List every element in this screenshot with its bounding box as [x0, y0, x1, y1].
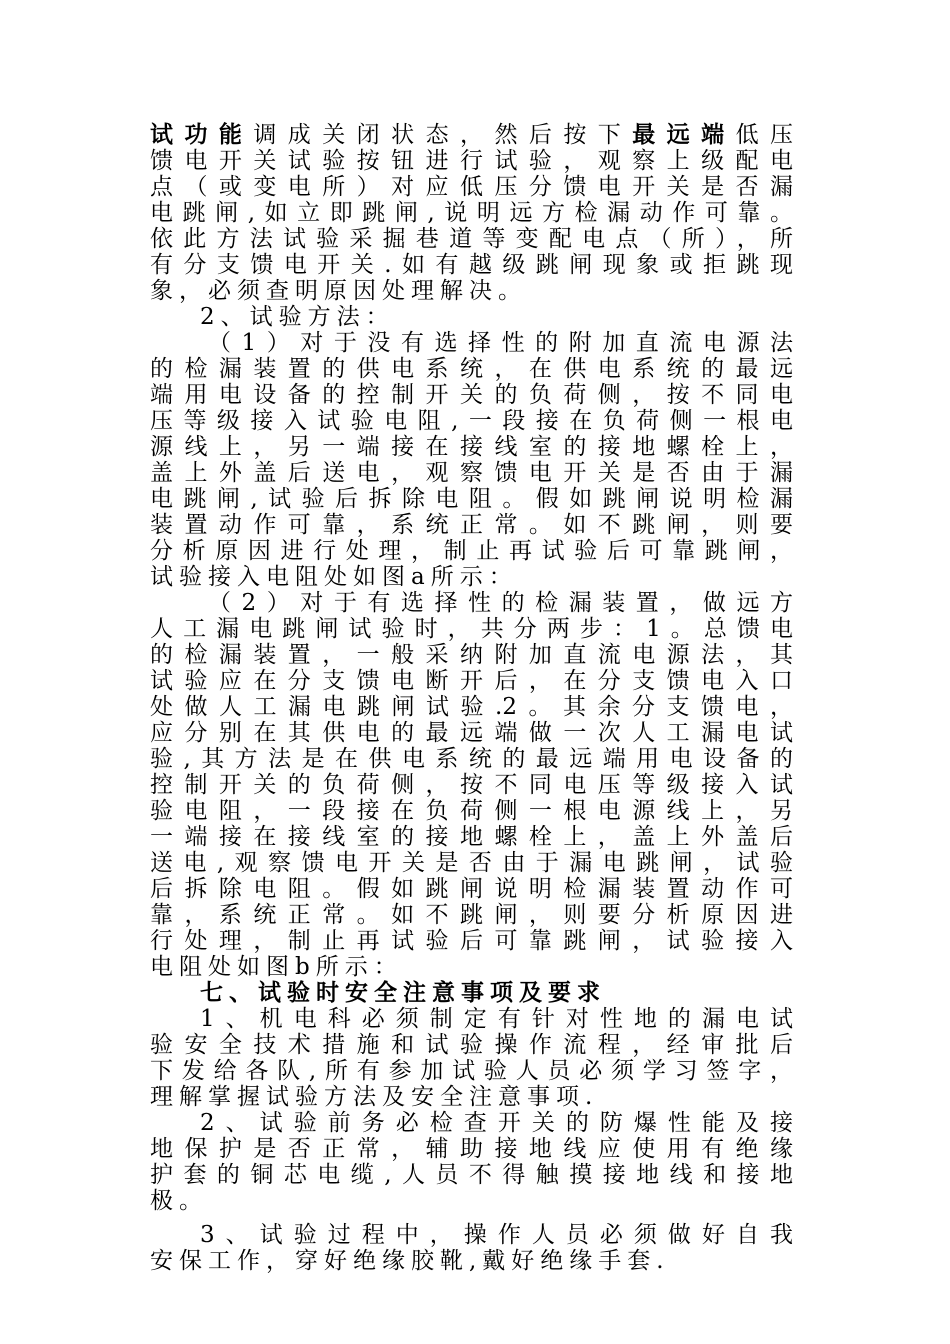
paragraph-method-1: [150, 330, 793, 590]
text-line: 的检漏装置，一般采纳附加直流电源法，其: [150, 642, 793, 668]
spacer: [150, 1214, 793, 1222]
text-line: 2、试验前务必检查开关的防爆性能及接: [200, 1110, 793, 1136]
paragraph-safety-3: [150, 1222, 793, 1274]
text-line: 地保护是否正常，辅助接地线应使用有绝缘: [150, 1136, 793, 1162]
text-line: 端用电设备的控制开关的负荷侧，按不同电: [150, 382, 793, 408]
text-line: 安保工作，穿好绝缘胶靴,戴好绝缘手套.: [150, 1248, 670, 1274]
text-line: 电跳闸,试验后拆除电阻。假如跳闸说明检漏: [150, 486, 793, 512]
text-line: 试验应在分支馈电断开后，在分支馈电入口: [150, 668, 793, 694]
paragraph-safety-2: [150, 1110, 793, 1214]
text-line: 验电阻，一段接在负荷侧一根电源线上，另: [150, 798, 793, 824]
text-line: 3、试验过程中，操作人员必须做好自我: [200, 1222, 793, 1248]
text-line: 行处理，制止再试验后可靠跳闸，试验接入: [150, 928, 793, 954]
text-line: 盖上外盖后送电，观察馈电开关是否由于漏: [150, 460, 793, 486]
text-line: 护套的铜芯电缆,人员不得触摸接地线和接地: [150, 1162, 793, 1188]
text-line: 有分支馈电开关.如有越级跳闸现象或拒跳现: [150, 252, 793, 278]
text-line: 1、机电科必须制定有针对性地的漏电试: [200, 1006, 793, 1032]
text-line: 试验接入电阻处如图a所示：: [150, 564, 518, 590]
text-line: 分析原因进行处理，制止再试验后可靠跳闸，: [150, 538, 793, 564]
text-line: 点（或变电所）对应低压分馈电开关是否漏: [150, 174, 793, 200]
text-line: 电跳闸,如立即跳闸,说明远方检漏动作可靠。: [150, 200, 793, 226]
text-line: [150, 122, 793, 148]
paragraph-safety-1: [150, 1006, 793, 1110]
text-line: 控制开关的负荷侧，按不同电压等级接入试: [150, 772, 793, 798]
paragraph-method-2: [150, 590, 793, 980]
text-line: （2）对于有选择性的检漏装置，做远方: [208, 590, 793, 616]
bold-term: 试功能: [150, 121, 254, 148]
text-line: 靠，系统正常。如不跳闸，则要分析原因进: [150, 902, 793, 928]
text-line: 馈电开关试验按钮进行试验，观察上级配电: [150, 148, 793, 174]
text-line: 处做人工漏电跳闸试验.2。其余分支馈电，: [150, 694, 793, 720]
text-line: 电阻处如图b所示：: [150, 954, 403, 980]
document-page: [150, 122, 793, 1274]
text-line: 验安全技术措施和试验操作流程，经审批后: [150, 1032, 793, 1058]
text-line: 应分别在其供电的最远端做一次人工漏电试: [150, 720, 793, 746]
text-line: 依此方法试验采掘巷道等变配电点（所），所: [150, 226, 793, 252]
text-line: 源线上，另一端接在接线室的接地螺栓上，: [150, 434, 793, 460]
text-line: 极。: [150, 1188, 208, 1214]
text-line: 验,其方法是在供电系统的最远端用电设备的: [150, 746, 793, 772]
text-line: 理解掌握试验方法及安全注意事项.: [150, 1084, 599, 1110]
text-line: 人工漏电跳闸试验时，共分两步：1。总馈电: [150, 616, 793, 642]
text-line: 一端接在接线室的接地螺栓上，盖上外盖后: [150, 824, 793, 850]
text-line: 压等级接入试验电阻,一段接在负荷侧一根电: [150, 408, 793, 434]
text-span: 低压: [735, 122, 794, 148]
paragraph-remote-test: [150, 122, 793, 304]
text-line: 后拆除电阻。假如跳闸说明检漏装置动作可: [150, 876, 793, 902]
text-line: 下发给各队,所有参加试验人员必须学习签字，: [150, 1058, 793, 1084]
text-line: 装置动作可靠，系统正常。如不跳闸，则要: [150, 512, 793, 538]
text-span: 调成关闭状态，然后按下: [253, 122, 633, 148]
text-line: 送电,观察馈电开关是否由于漏电跳闸，试验: [150, 850, 793, 876]
text-line: （1）对于没有选择性的附加直流电源法: [208, 330, 793, 356]
section-heading: 七、试验时安全注意事项及要求: [200, 979, 606, 1006]
text-line: 的检漏装置的供电系统，在供电系统的最远: [150, 356, 793, 382]
text-line: 2、试验方法：: [200, 304, 395, 330]
text-line: 象，必须查明原因处理解决。: [150, 278, 527, 304]
bold-term: 最远端: [632, 121, 736, 148]
paragraph-test-method-title: [150, 304, 793, 330]
